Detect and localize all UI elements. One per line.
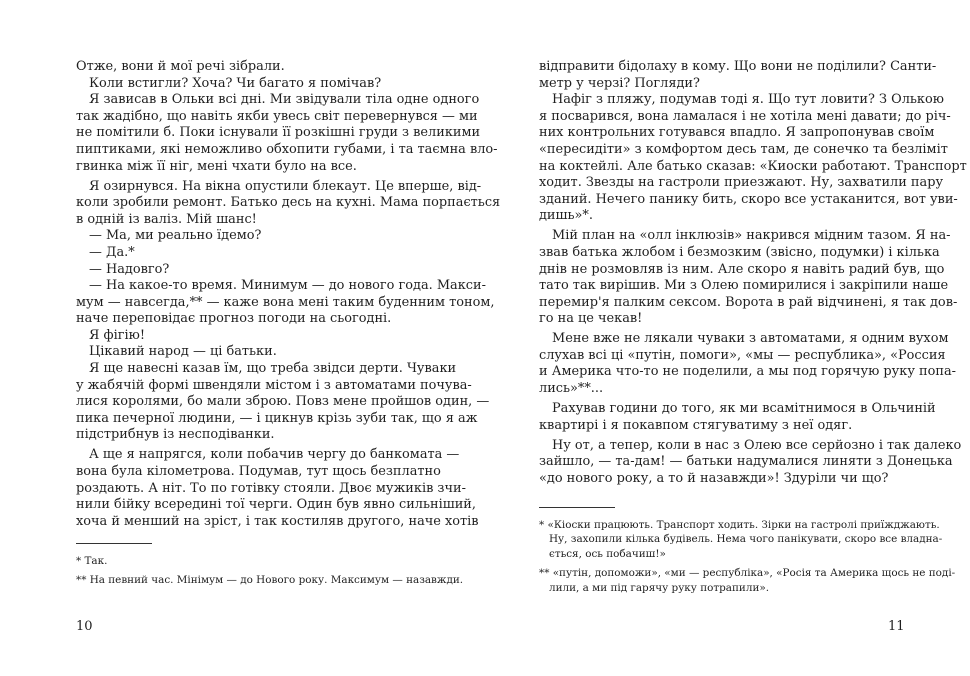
text-line: наче переповідає прогноз погоди на сьогодні. bbox=[76, 311, 392, 327]
text-line: хоча й менший на зріст, і так костиляв другого, наче хотів bbox=[76, 513, 479, 529]
text-line: я посварився, вона ламалася і не хотіла мені давати; до річ- bbox=[539, 108, 951, 124]
text-line: лись»**... bbox=[539, 381, 604, 397]
text-line: Я ще навесні казав їм, що треба звідси дерти. Чуваки bbox=[89, 361, 457, 377]
text-line: так жадібно, що навіть якби увесь світ перевернувся — ми bbox=[76, 108, 478, 124]
text-line: Цікавий народ — ці батьки. bbox=[89, 344, 277, 360]
text-line: Ну от, а тепер, коли в нас з Олею все серйозно і так далеко bbox=[552, 437, 962, 453]
right-page-body bbox=[539, 59, 967, 487]
footnote: ** На певний час. Мінімум — до Нового року. Максимум — назавжди. bbox=[76, 574, 464, 587]
text-line: пиптиками, які неможливо обхопити губами, і та таємна вло- bbox=[76, 141, 498, 157]
text-line: перемир'я палким сексом. Ворота в рай відчинені, я так дов- bbox=[539, 294, 958, 310]
text-line: звав батька жлобом і безмозким (звісно, подумки) і кілька bbox=[539, 244, 940, 260]
right-footnotes bbox=[539, 518, 956, 595]
text-line: нили бійку всередині тої черги. Один був явно сильніший, bbox=[76, 497, 476, 513]
text-line: на коктейлі. Але батько сказав: «Киоски работают. Транспорт bbox=[539, 158, 967, 174]
footnote-line: ється, ось побачиш!» bbox=[549, 547, 666, 560]
text-line: «пересидіти» з комфортом десь там, де сонечко та безліміт bbox=[539, 141, 948, 157]
text-line: дишь»*. bbox=[539, 208, 593, 224]
text-line: — Надовго? bbox=[89, 261, 170, 277]
text-line: Я фігію! bbox=[89, 327, 145, 343]
text-line: роздають. А ніт. То по готівку стояли. Двоє мужиків зчи- bbox=[76, 480, 466, 496]
text-line: пика печерної людини, — і цикнув крізь зуби так, що я аж bbox=[76, 410, 478, 426]
right-page bbox=[485, 0, 970, 676]
text-line: зданий. Нечего панику бить, скоро все устаканится, вот уви- bbox=[539, 191, 958, 207]
footnote-line: Ну, захопили кілька будівель. Нема чого панікувати, скоро все владна- bbox=[549, 533, 943, 546]
left-footnotes bbox=[76, 554, 464, 588]
text-line: ходит. Звезды на гастроли приезжают. Ну, захватили пару bbox=[539, 175, 944, 191]
text-line: відправити бідолаху в кому. Що вони не поділили? Санти- bbox=[539, 59, 937, 74]
text-line: «до нового року, а то й назавжди»! Здуріли чи що? bbox=[539, 470, 889, 486]
text-line: А ще я напрягся, коли побачив чергу до банкомата — bbox=[89, 447, 460, 463]
page-number: 10 bbox=[76, 619, 93, 634]
text-line: Коли встигли? Хоча? Чи багато я помічав? bbox=[89, 75, 382, 91]
footnote-line: лили, а ми під гарячу руку потрапили». bbox=[549, 581, 770, 594]
text-line: Нафіг з пляжу, подумав тоді я. Що тут ловити? З Олькою bbox=[552, 92, 944, 108]
footnote-line: ** «путін, допоможи», «ми — республіка», «Росія та Америка щось не поді- bbox=[539, 567, 956, 580]
text-line: лися королями, бо мали зброю. Повз мене пройшов один, — bbox=[76, 394, 490, 410]
text-line: Мене вже не лякали чуваки з автоматами, я одним вухом bbox=[552, 331, 949, 347]
text-line: гвинка між її ніг, мені чхати було на все. bbox=[76, 158, 357, 174]
footnote: * Так. bbox=[76, 555, 108, 567]
text-line: квартирі і я покавпом стягуватиму з неї одяг. bbox=[539, 417, 853, 433]
footnote-line: * «Кіоски працюють. Транспорт ходить. Зірки на гастролі приїжджають. bbox=[539, 519, 940, 531]
text-line: — Да.* bbox=[89, 244, 135, 260]
text-line: днів не розмовляв із ним. Але скоро я навіть радий був, що bbox=[539, 261, 945, 277]
footnote-separator bbox=[76, 543, 152, 544]
text-line: тато так вирішив. Ми з Олею помирилися і закріпили наше bbox=[539, 278, 949, 294]
text-line: мум — навсегда,** — каже вона мені таким буденним тоном, bbox=[76, 294, 495, 310]
text-line: — На какое-то время. Минимум — до нового года. Макси- bbox=[89, 278, 486, 294]
text-line: у жабячій формі швендяли містом і з автоматами почува- bbox=[76, 377, 472, 393]
text-line: метр у черзі? Погляди? bbox=[539, 75, 700, 91]
text-line: — Ма, ми реально їдемо? bbox=[89, 228, 262, 244]
text-line: не помітили б. Поки існували її розкішні груди з великими bbox=[76, 125, 481, 141]
text-line: коли зробили ремонт. Батько десь на кухні. Мама порпається bbox=[76, 195, 501, 211]
text-line: го на це чекав! bbox=[539, 311, 643, 327]
text-line: Рахував години до того, як ми всамітнимося в Ольчиній bbox=[552, 401, 936, 417]
text-line: Мій план на «олл інклюзів» накрився мідним тазом. Я на- bbox=[552, 228, 951, 244]
text-line: в одній із валіз. Мій шанс! bbox=[76, 211, 257, 227]
text-line: Я зависав в Ольки всі дні. Ми звідували тіла одне одного bbox=[89, 92, 480, 108]
text-line: них контрольних готувався впадло. Я запропонував своїм bbox=[539, 125, 935, 141]
text-line: и Америка что-то не поделили, а мы под горячую руку попа- bbox=[539, 364, 956, 380]
page-number: 11 bbox=[888, 619, 905, 634]
left-page-body bbox=[76, 59, 501, 530]
text-line: підстрибнув із несподіванки. bbox=[76, 427, 275, 443]
text-line: вона була кілометрова. Подумав, тут щось безплатно bbox=[76, 464, 441, 480]
text-line: слухав всі ці «путін, помоги», «мы — республика», «Россия bbox=[539, 347, 946, 363]
footnote-separator bbox=[539, 507, 615, 508]
text-line: Я озирнувся. На вікна опустили блекаут. Це вперше, від- bbox=[89, 178, 482, 194]
text-line: Отже, вони й мої речі зібрали. bbox=[76, 59, 285, 74]
text-line: зайшло, — та-дам! — батьки надумалися линяти з Донецька bbox=[539, 454, 953, 470]
